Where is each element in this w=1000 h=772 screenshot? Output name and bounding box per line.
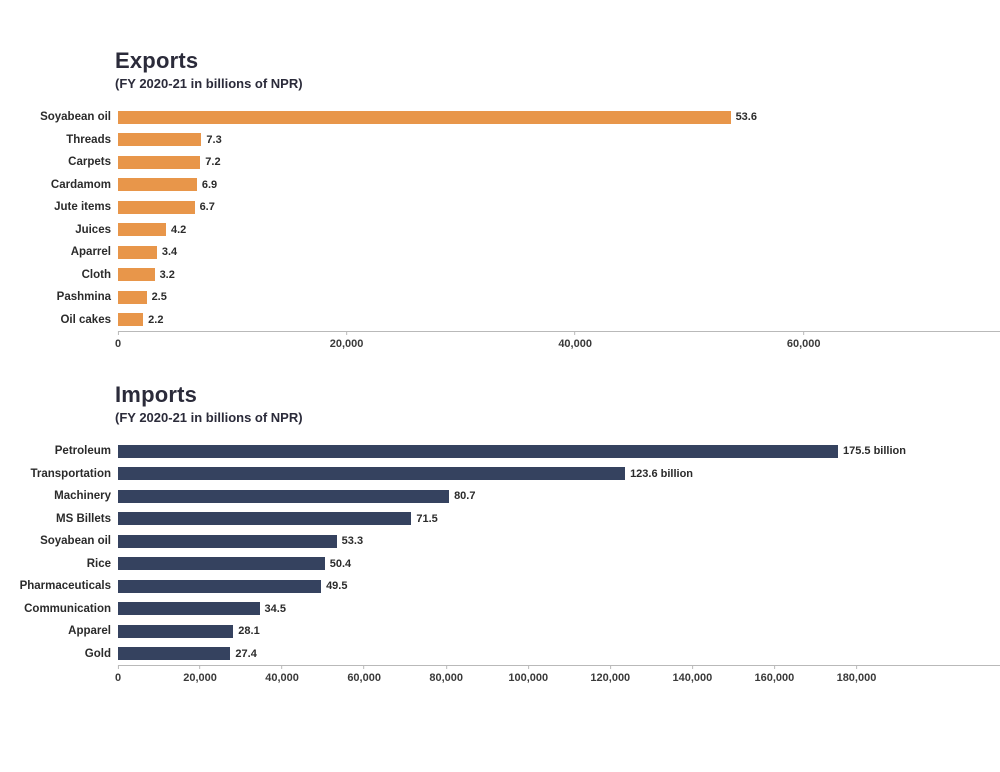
axis-tick-label: 140,000 xyxy=(672,672,713,684)
bar-category-label: Machinery xyxy=(54,490,111,503)
axis-tick xyxy=(115,665,121,684)
bar xyxy=(118,313,143,326)
bar-track xyxy=(118,196,1000,219)
exports-x-axis xyxy=(114,331,1000,357)
bar-value-label: 2.2 xyxy=(148,313,164,326)
bar-track xyxy=(118,309,1000,332)
bar-row xyxy=(0,106,1000,129)
bar-row xyxy=(0,241,1000,264)
bar-row xyxy=(0,463,1000,486)
axis-tick-mark xyxy=(364,665,365,669)
axis-tick-mark xyxy=(856,665,857,669)
axis-tick-label: 120,000 xyxy=(590,672,631,684)
axis-tick-mark xyxy=(575,331,576,335)
bar-row xyxy=(0,553,1000,576)
bar-value-label: 71.5 xyxy=(416,512,438,525)
axis-tick xyxy=(265,665,299,684)
bar-row xyxy=(0,508,1000,531)
axis-tick-mark xyxy=(118,331,119,335)
bar-value-label: 34.5 xyxy=(264,602,286,615)
axis-tick-label: 0 xyxy=(114,672,122,684)
axis-tick-label: 80,000 xyxy=(429,672,464,684)
bar-value-label: 3.2 xyxy=(159,268,175,281)
bar-category-label: Rice xyxy=(86,557,111,570)
bar-row xyxy=(0,598,1000,621)
bar-track xyxy=(118,129,1000,152)
bar xyxy=(118,490,449,503)
bar-track xyxy=(118,643,1000,666)
axis-tick xyxy=(330,331,364,350)
bar xyxy=(118,156,200,169)
axis-tick xyxy=(347,665,381,684)
bar-row xyxy=(0,530,1000,553)
bar-row xyxy=(0,219,1000,242)
bar-row xyxy=(0,196,1000,219)
bar-row xyxy=(0,309,1000,332)
bar-value-label: 53.6 xyxy=(735,111,757,124)
axis-tick xyxy=(787,331,821,350)
bar-row xyxy=(0,643,1000,666)
bar xyxy=(118,445,838,458)
axis-tick xyxy=(429,665,463,684)
bar-track xyxy=(118,598,1000,621)
bar xyxy=(118,111,731,124)
bar xyxy=(118,602,260,615)
bar-row xyxy=(0,129,1000,152)
bar-track xyxy=(118,553,1000,576)
bar-track xyxy=(118,219,1000,242)
bar xyxy=(118,557,325,570)
axis-tick xyxy=(115,331,121,350)
axis-tick xyxy=(755,665,795,684)
bar-value-label: 80.7 xyxy=(454,490,476,503)
bar-category-label: Gold xyxy=(84,647,111,660)
bar-track xyxy=(118,463,1000,486)
bar-category-label: Pharmaceuticals xyxy=(19,580,111,593)
bar-category-label: Apparel xyxy=(68,625,111,638)
axis-tick xyxy=(672,665,712,684)
bar-value-label: 50.4 xyxy=(329,557,352,570)
axis-tick-label: 60,000 xyxy=(786,338,821,350)
imports-chart-title: Imports xyxy=(115,382,198,407)
axis-tick-mark xyxy=(446,665,447,669)
imports-bar-rows xyxy=(0,440,1000,665)
bar xyxy=(118,268,155,281)
axis-tick-label: 20,000 xyxy=(183,672,217,684)
bar xyxy=(118,133,201,146)
bar-track xyxy=(118,530,1000,553)
axis-tick-mark xyxy=(692,665,693,669)
bar-row xyxy=(0,264,1000,287)
axis-tick-mark xyxy=(282,665,283,669)
bar-track xyxy=(118,286,1000,309)
imports-plot-area xyxy=(0,440,1000,691)
axis-tick xyxy=(508,665,548,684)
bar-row xyxy=(0,174,1000,197)
bar-track xyxy=(118,241,1000,264)
bar-track xyxy=(118,440,1000,463)
bar-track xyxy=(118,106,1000,129)
bar-track xyxy=(118,174,1000,197)
bar xyxy=(118,535,337,548)
bar-value-label: 2.5 xyxy=(151,291,167,304)
axis-tick-label: 20,000 xyxy=(329,338,364,350)
bar-category-label: Jute items xyxy=(54,201,111,214)
bar-value-label: 7.2 xyxy=(205,156,221,169)
axis-tick xyxy=(837,665,877,684)
bar-category-label: MS Billets xyxy=(56,512,111,525)
bar-track xyxy=(118,575,1000,598)
bar-value-label: 53.3 xyxy=(341,535,364,548)
exports-plot-area xyxy=(0,106,1000,357)
axis-tick xyxy=(590,665,630,684)
bar-row xyxy=(0,286,1000,309)
bar xyxy=(118,512,411,525)
bar-value-label: 123.6 billion xyxy=(630,467,694,480)
bar-track xyxy=(118,264,1000,287)
axis-tick xyxy=(558,331,592,350)
axis-tick-mark xyxy=(803,331,804,335)
bar-value-label: 6.7 xyxy=(199,201,215,214)
bar xyxy=(118,580,321,593)
bar-row xyxy=(0,440,1000,463)
bar-value-label: 4.2 xyxy=(171,223,187,236)
axis-tick-label: 160,000 xyxy=(754,672,795,684)
axis-tick-label: 40,000 xyxy=(265,672,299,684)
bar-category-label: Soyabean oil xyxy=(40,111,111,124)
bar xyxy=(118,223,166,236)
bar-category-label: Threads xyxy=(66,133,111,146)
bar-category-label: Pashmina xyxy=(56,291,111,304)
bar-category-label: Aparrel xyxy=(70,246,111,259)
bar-category-label: Carpets xyxy=(68,156,111,169)
bar-row xyxy=(0,620,1000,643)
axis-tick-mark xyxy=(346,331,347,335)
axis-tick-label: 60,000 xyxy=(347,672,381,684)
bar-value-label: 49.5 xyxy=(326,580,348,593)
bar-category-label: Transportation xyxy=(30,467,111,480)
bar-value-label: 7.3 xyxy=(206,133,222,146)
exports-chart-subtitle: (FY 2020-21 in billions of NPR) xyxy=(115,76,303,91)
bar-category-label: Cloth xyxy=(81,268,111,281)
bar xyxy=(118,467,625,480)
bar xyxy=(118,291,147,304)
bar-value-label: 175.5 billion xyxy=(843,445,906,458)
axis-tick xyxy=(183,665,217,684)
axis-tick-mark xyxy=(610,665,611,669)
bar-track xyxy=(118,508,1000,531)
bar-track xyxy=(118,485,1000,508)
bar-row xyxy=(0,575,1000,598)
bar-category-label: Petroleum xyxy=(54,445,111,458)
axis-tick-label: 0 xyxy=(114,338,122,350)
bar-category-label: Soyabean oil xyxy=(40,535,111,548)
bar xyxy=(118,625,233,638)
bar-track xyxy=(118,620,1000,643)
axis-tick-mark xyxy=(118,665,119,669)
exports-chart-title: Exports xyxy=(115,48,199,73)
axis-tick-mark xyxy=(774,665,775,669)
bar-category-label: Juices xyxy=(75,223,111,236)
bar-category-label: Communication xyxy=(24,602,111,615)
imports-x-axis xyxy=(114,665,1000,691)
bar xyxy=(118,201,195,214)
bar-row xyxy=(0,151,1000,174)
bar-value-label: 6.9 xyxy=(201,178,218,191)
exports-bar-rows xyxy=(0,106,1000,331)
bar-category-label: Cardamom xyxy=(50,178,111,191)
bar xyxy=(118,178,197,191)
bar xyxy=(118,246,157,259)
imports-chart-subtitle: (FY 2020-21 in billions of NPR) xyxy=(115,410,303,425)
bar-row xyxy=(0,485,1000,508)
imports-title-group xyxy=(115,382,303,425)
bar-value-label: 3.4 xyxy=(161,246,178,259)
bar-value-label: 27.4 xyxy=(235,647,257,660)
axis-tick-mark xyxy=(528,665,529,669)
bar xyxy=(118,647,230,660)
axis-tick-label: 180,000 xyxy=(836,672,877,684)
bar-track xyxy=(118,151,1000,174)
axis-tick-label: 40,000 xyxy=(558,338,592,350)
axis-tick-label: 100,000 xyxy=(508,672,549,684)
axis-tick-mark xyxy=(200,665,201,669)
bar-value-label: 28.1 xyxy=(238,625,260,638)
bar-category-label: Oil cakes xyxy=(60,313,111,326)
exports-title-group xyxy=(115,48,303,91)
